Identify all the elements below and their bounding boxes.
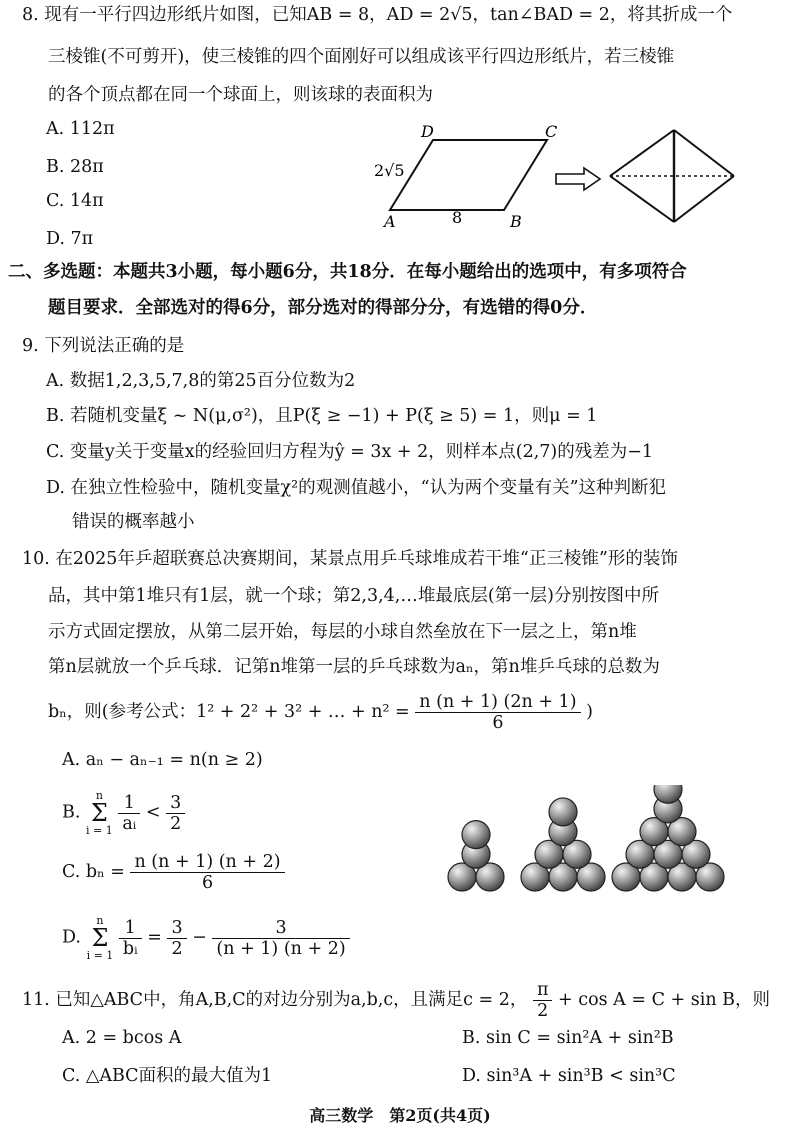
option-b-relation: < (145, 802, 161, 823)
formula-prefix: bₙ，则(参考公式：1² + 2² + 3² + … + n² = (48, 702, 410, 722)
label-a: A (384, 212, 396, 231)
q11-pi-over-2 (533, 980, 553, 1021)
q11-stem (22, 980, 770, 1021)
ping-pong-ball (549, 798, 577, 826)
summation-icon: n Σ i = 1 (86, 914, 114, 962)
option-d-label: D. (62, 927, 81, 948)
option-d-minus: − (192, 927, 207, 948)
sum-upper: n (95, 789, 103, 802)
q10-reference-formula (48, 692, 593, 733)
option-d-equals: = (147, 927, 162, 948)
option-d-rhs-b (212, 918, 349, 959)
label-b: B (510, 212, 522, 231)
q9-option-d: D. 在独立性检验中，随机变量χ²的观测值越小，“认为两个变量有关”这种判断犯 (46, 478, 667, 498)
q10-option-b (62, 790, 185, 836)
option-b-rhs-numerator: 3 (166, 793, 185, 814)
label-side: 2√5 (374, 161, 405, 180)
option-d-rhs-a-denominator: 2 (171, 938, 183, 959)
option-b-numerator: 1 (118, 793, 140, 814)
label-c: C (545, 122, 558, 141)
q8-option-c: C. 14π (46, 191, 104, 211)
q9-option-d-continued: 错误的概率越小 (72, 512, 195, 532)
option-b-label: B. (62, 802, 81, 823)
ball-stack-3 (521, 798, 605, 891)
option-b-rhs (166, 793, 185, 834)
option-d-fraction (119, 918, 142, 959)
q8-option-a: A. 112π (46, 119, 115, 139)
q9-option-b: B. 若随机变量ξ ~ N(μ,σ²)，且P(ξ ≥ −1) + P(ξ ≥ 5) = 1，则μ = 1 (46, 406, 598, 426)
formula-numerator: n (n + 1) (2n + 1) (415, 692, 580, 713)
summation-icon: n Σ i = 1 (86, 789, 113, 837)
ball-stack-2 (448, 821, 504, 891)
q11-stem-right: + cos A = C + sin B，则 (558, 990, 771, 1010)
option-d-rhs-a-numerator: 3 (167, 918, 186, 939)
parallelogram-to-tetrahedron-figure (370, 118, 770, 233)
option-c-fraction (130, 852, 284, 893)
q11-frac-numerator: π (533, 980, 553, 1001)
formula-fraction (415, 692, 580, 733)
q10-option-c (62, 852, 285, 893)
q11-option-d: D. sin³A + sin³B < sin³C (462, 1066, 676, 1086)
q10-line-1: 10. 在2025年乒超联赛总决赛期间，某景点用乒乓球堆成若干堆“正三棱锥”形的装饰 (22, 549, 678, 569)
ball-stack-4 (612, 785, 724, 891)
q11-frac-denominator: 2 (537, 1001, 549, 1021)
option-c-label: C. bₙ = (62, 862, 125, 882)
q11-option-b: B. sin C = sin²A + sin²B (462, 1028, 674, 1048)
q9-option-c: C. 变量y关于变量x的经验回归方程为ŷ = 3x + 2，则样本点(2,7)的残差为−1 (46, 442, 654, 462)
q8-line-1: 8. 现有一平行四边形纸片如图，已知AB = 8，AD = 2√5，tan∠BAD = 2，将其折成一个 (22, 5, 733, 25)
tetrahedron-shape (610, 130, 734, 222)
hollow-arrow-icon (556, 168, 600, 190)
section2-heading-line-2: 题目要求．全部选对的得6分，部分选对的得部分分，有选错的得0分． (48, 298, 598, 318)
sum-upper: n (96, 914, 104, 927)
section2-heading-line-1: 二、多选题：本题共3小题，每小题6分，共18分．在每小题给出的选项中，有多项符合 (8, 262, 687, 282)
q10-option-a: A. aₙ − aₙ₋₁ = n(n ≥ 2) (62, 750, 263, 770)
option-d-numerator: 1 (119, 918, 142, 939)
formula-suffix: ) (586, 702, 593, 722)
option-d-rhs-b-numerator: 3 (212, 918, 349, 939)
option-b-denominator: aᵢ (122, 813, 137, 834)
q11-stem-left: 11. 已知△ABC中，角A,B,C的对边分别为a,b,c，且满足c = 2， (22, 990, 528, 1010)
q11-option-a: A. 2 = bcos A (62, 1028, 182, 1048)
q10-option-d (62, 915, 350, 961)
q8-line-3: 的各个顶点都在同一个球面上，则该球的表面积为 (48, 85, 433, 105)
option-d-rhs-b-denominator: (n + 1) (n + 2) (216, 938, 346, 959)
parallelogram-shape (390, 140, 547, 210)
q10-line-2: 品，其中第1堆只有1层，就一个球；第2,3,4,…堆最底层(第一层)分别按图中所 (48, 586, 660, 606)
formula-denominator: 6 (492, 713, 504, 733)
q9-stem: 9. 下列说法正确的是 (22, 336, 185, 356)
q8-line-2: 三棱锥(不可剪开)，使三棱锥的四个面刚好可以组成该平行四边形纸片，若三棱锥 (48, 47, 675, 67)
q10-line-4: 第n层就放一个乒乓球．记第n堆第一层的乒乓球数为aₙ，第n堆乒乓球的总数为 (48, 657, 660, 677)
label-base: 8 (452, 208, 463, 227)
page-footer: 高三数学 第2页(共4页) (309, 1106, 491, 1125)
q11-option-c: C. △ABC面积的最大值为1 (62, 1066, 273, 1086)
q10-line-3: 示方式固定摆放，从第二层开始，每层的小球自然垒放在下一层之上，第n堆 (48, 622, 637, 642)
sum-lower: i = 1 (86, 824, 113, 837)
option-b-fraction (118, 793, 140, 834)
ping-pong-ball-stacks-figure (440, 785, 730, 895)
option-c-numerator: n (n + 1) (n + 2) (130, 852, 284, 873)
option-c-denominator: 6 (201, 873, 214, 893)
q8-option-b: B. 28π (46, 157, 104, 177)
ping-pong-ball (462, 821, 490, 849)
q8-option-d: D. 7π (46, 229, 94, 249)
option-b-rhs-denominator: 2 (170, 813, 182, 834)
sum-lower: i = 1 (86, 949, 114, 962)
option-d-rhs-a (167, 918, 186, 959)
q9-option-a: A. 数据1,2,3,5,7,8的第25百分位数为2 (46, 371, 356, 391)
label-d: D (421, 122, 434, 141)
option-d-denominator: bᵢ (122, 938, 138, 959)
